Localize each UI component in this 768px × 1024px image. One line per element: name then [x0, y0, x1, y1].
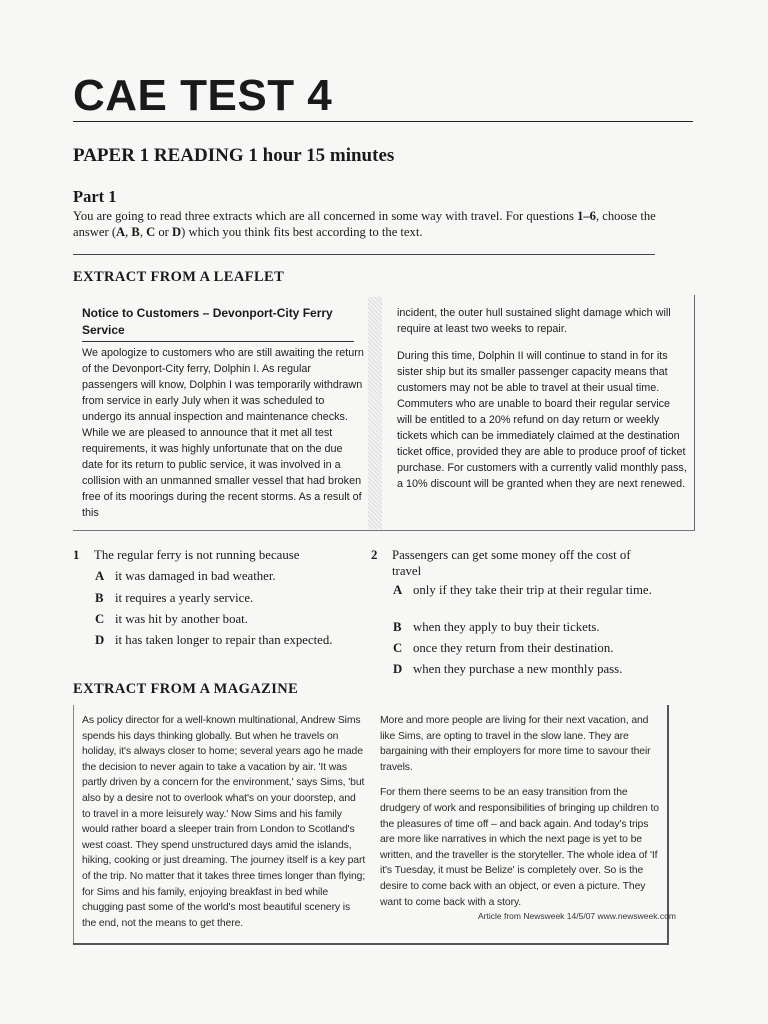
option-letter: D [172, 224, 182, 239]
magazine-heading: EXTRACT FROM A MAGAZINE [73, 681, 299, 697]
notice-rule [82, 341, 354, 342]
option-letter: C [393, 641, 403, 655]
leaflet-heading: EXTRACT FROM A LEAFLET [73, 269, 285, 285]
option-text: once they return from their destination. [413, 641, 614, 655]
question-number: 1 [73, 548, 80, 562]
box-border [667, 705, 669, 945]
instructions-text: You are going to read three extracts which are all concerned in some way with travel. For questions [73, 209, 578, 223]
question-stem: The regular ferry is not running because [94, 548, 300, 562]
page-title: CAE TEST 4 [73, 71, 333, 120]
magazine-left-column [82, 713, 366, 936]
option-letter: B [131, 224, 140, 239]
option-letter: C [146, 224, 156, 239]
option-text: it was hit by another boat. [115, 612, 248, 626]
instructions-text: or [155, 224, 173, 239]
option-letter: A [95, 569, 105, 583]
part-heading: Part 1 [73, 187, 117, 206]
question-number: 2 [371, 548, 378, 562]
box-border [73, 943, 669, 945]
option-text: it has taken longer to repair than expected. [115, 633, 333, 647]
magazine-paragraph: As policy director for a well-known multinational, Andrew Sims spends his days thinking globally. But when he travels on holiday, it's always closer to home; several years ago he made the decision to never again to take a vacation by air. 'It was partly driven by a concern for the environment,' says Sims, 'but also by a desire not to overlook what's on your doorstep, and to travel in a more leisurely way.' Now Sims and his family would rather board a sleeper train from London to Scotland's west coast. They spend unstructured days amid the islands, hiking, cooking or just dreaming. The journey itself is a key part of the trip. No matter that it takes three times longer than flying; for Sims and his family, enjoying breakfast in bed while chugging past some of the world's most beautiful scenery is the end, not the means to get there. [82, 715, 366, 929]
box-border [73, 530, 695, 531]
box-border [694, 295, 695, 531]
option-text: when they apply to buy their tickets. [413, 620, 600, 634]
intro-rule [73, 254, 655, 255]
question-stem: Passengers can get some money off the cost of travel [392, 548, 631, 578]
notice-title: Notice to Customers – Devonport-City Ferry Service [82, 306, 333, 337]
paper-heading: PAPER 1 READING 1 hour 15 minutes [73, 145, 395, 166]
magazine-right-column [380, 713, 663, 915]
option-letter: A [116, 224, 126, 239]
option-letter: D [393, 662, 403, 676]
article-source: Article from Newsweek 14/5/07 www.newsweek.com [478, 911, 676, 921]
option-text: only if they take their trip at their regular time. [413, 583, 652, 597]
option-text: it was damaged in bad weather. [115, 569, 276, 583]
option-letter: D [95, 633, 105, 647]
leaflet-paragraph: incident, the outer hull sustained slight damage which will require at least two weeks to repair. [397, 307, 671, 335]
title-rule [73, 121, 693, 122]
leaflet-divider [368, 297, 382, 529]
option-letter: C [95, 612, 105, 626]
option-letter: A [393, 583, 403, 597]
instructions [73, 209, 673, 240]
leaflet-paragraph: We apologize to customers who are still awaiting the return of the Devonport-City ferry, Dolphin I. As regular passengers will know, Dolphin I was temporarily withdrawn from service in early July when it was scheduled to undergo its annual inspection and maintenance checks. While we are pleased to announce that it met all test requirements, it was highly unfortunate that on the due date for its return to public service, it was involved in a collision with an unmanned smaller vessel that had broken free of its moorings during the recent storms. As a result of this [82, 347, 364, 519]
leaflet-paragraph: During this time, Dolphin II will continue to stand in for its sister ship but its smaller passenger capacity means that customers may not be able to travel at their usual time. Commuters who are unable to board their regular service will be entitled to a 20% refund on day return or weekly tickets which can be immediately claimed at the destination ticket office, provided they are able to produce proof of ticket purchase. For customers with a currently valid monthly pass, a 10% discount will be granted when they are next renewed. [397, 350, 687, 490]
box-border [73, 705, 74, 945]
magazine-paragraph: More and more people are living for their next vacation, and like Sims, are opting to travel in the slow lane. They are bargaining with their employers for more time to savour their travels. [380, 715, 651, 773]
instructions-text: , [125, 224, 132, 239]
leaflet-left-column [82, 345, 364, 527]
instructions-text: ) which you think fits best according to the text. [181, 224, 423, 239]
leaflet-right-column [397, 305, 687, 498]
option-text: when they purchase a new monthly pass. [413, 662, 623, 676]
instructions-text: , [139, 224, 147, 239]
option-letter: B [393, 620, 402, 634]
magazine-paragraph: For them there seems to be an easy transition from the drudgery of work and responsibilities of bringing up children to the pleasures of time off – and back again. And today's trips are more like narratives in which the next page is yet to be written, and the traveller is the storyteller. The whole idea of 'If it's Tuesday, it must be Belize' is completely over. So is the desire to come back with an object, or even a picture. They want to come back with a story. [380, 787, 659, 908]
instructions-text: , choose the answer ( [73, 209, 656, 239]
option-letter: B [95, 591, 104, 605]
question-range: 1–6 [577, 209, 596, 223]
option-text: it requires a yearly service. [115, 591, 254, 605]
